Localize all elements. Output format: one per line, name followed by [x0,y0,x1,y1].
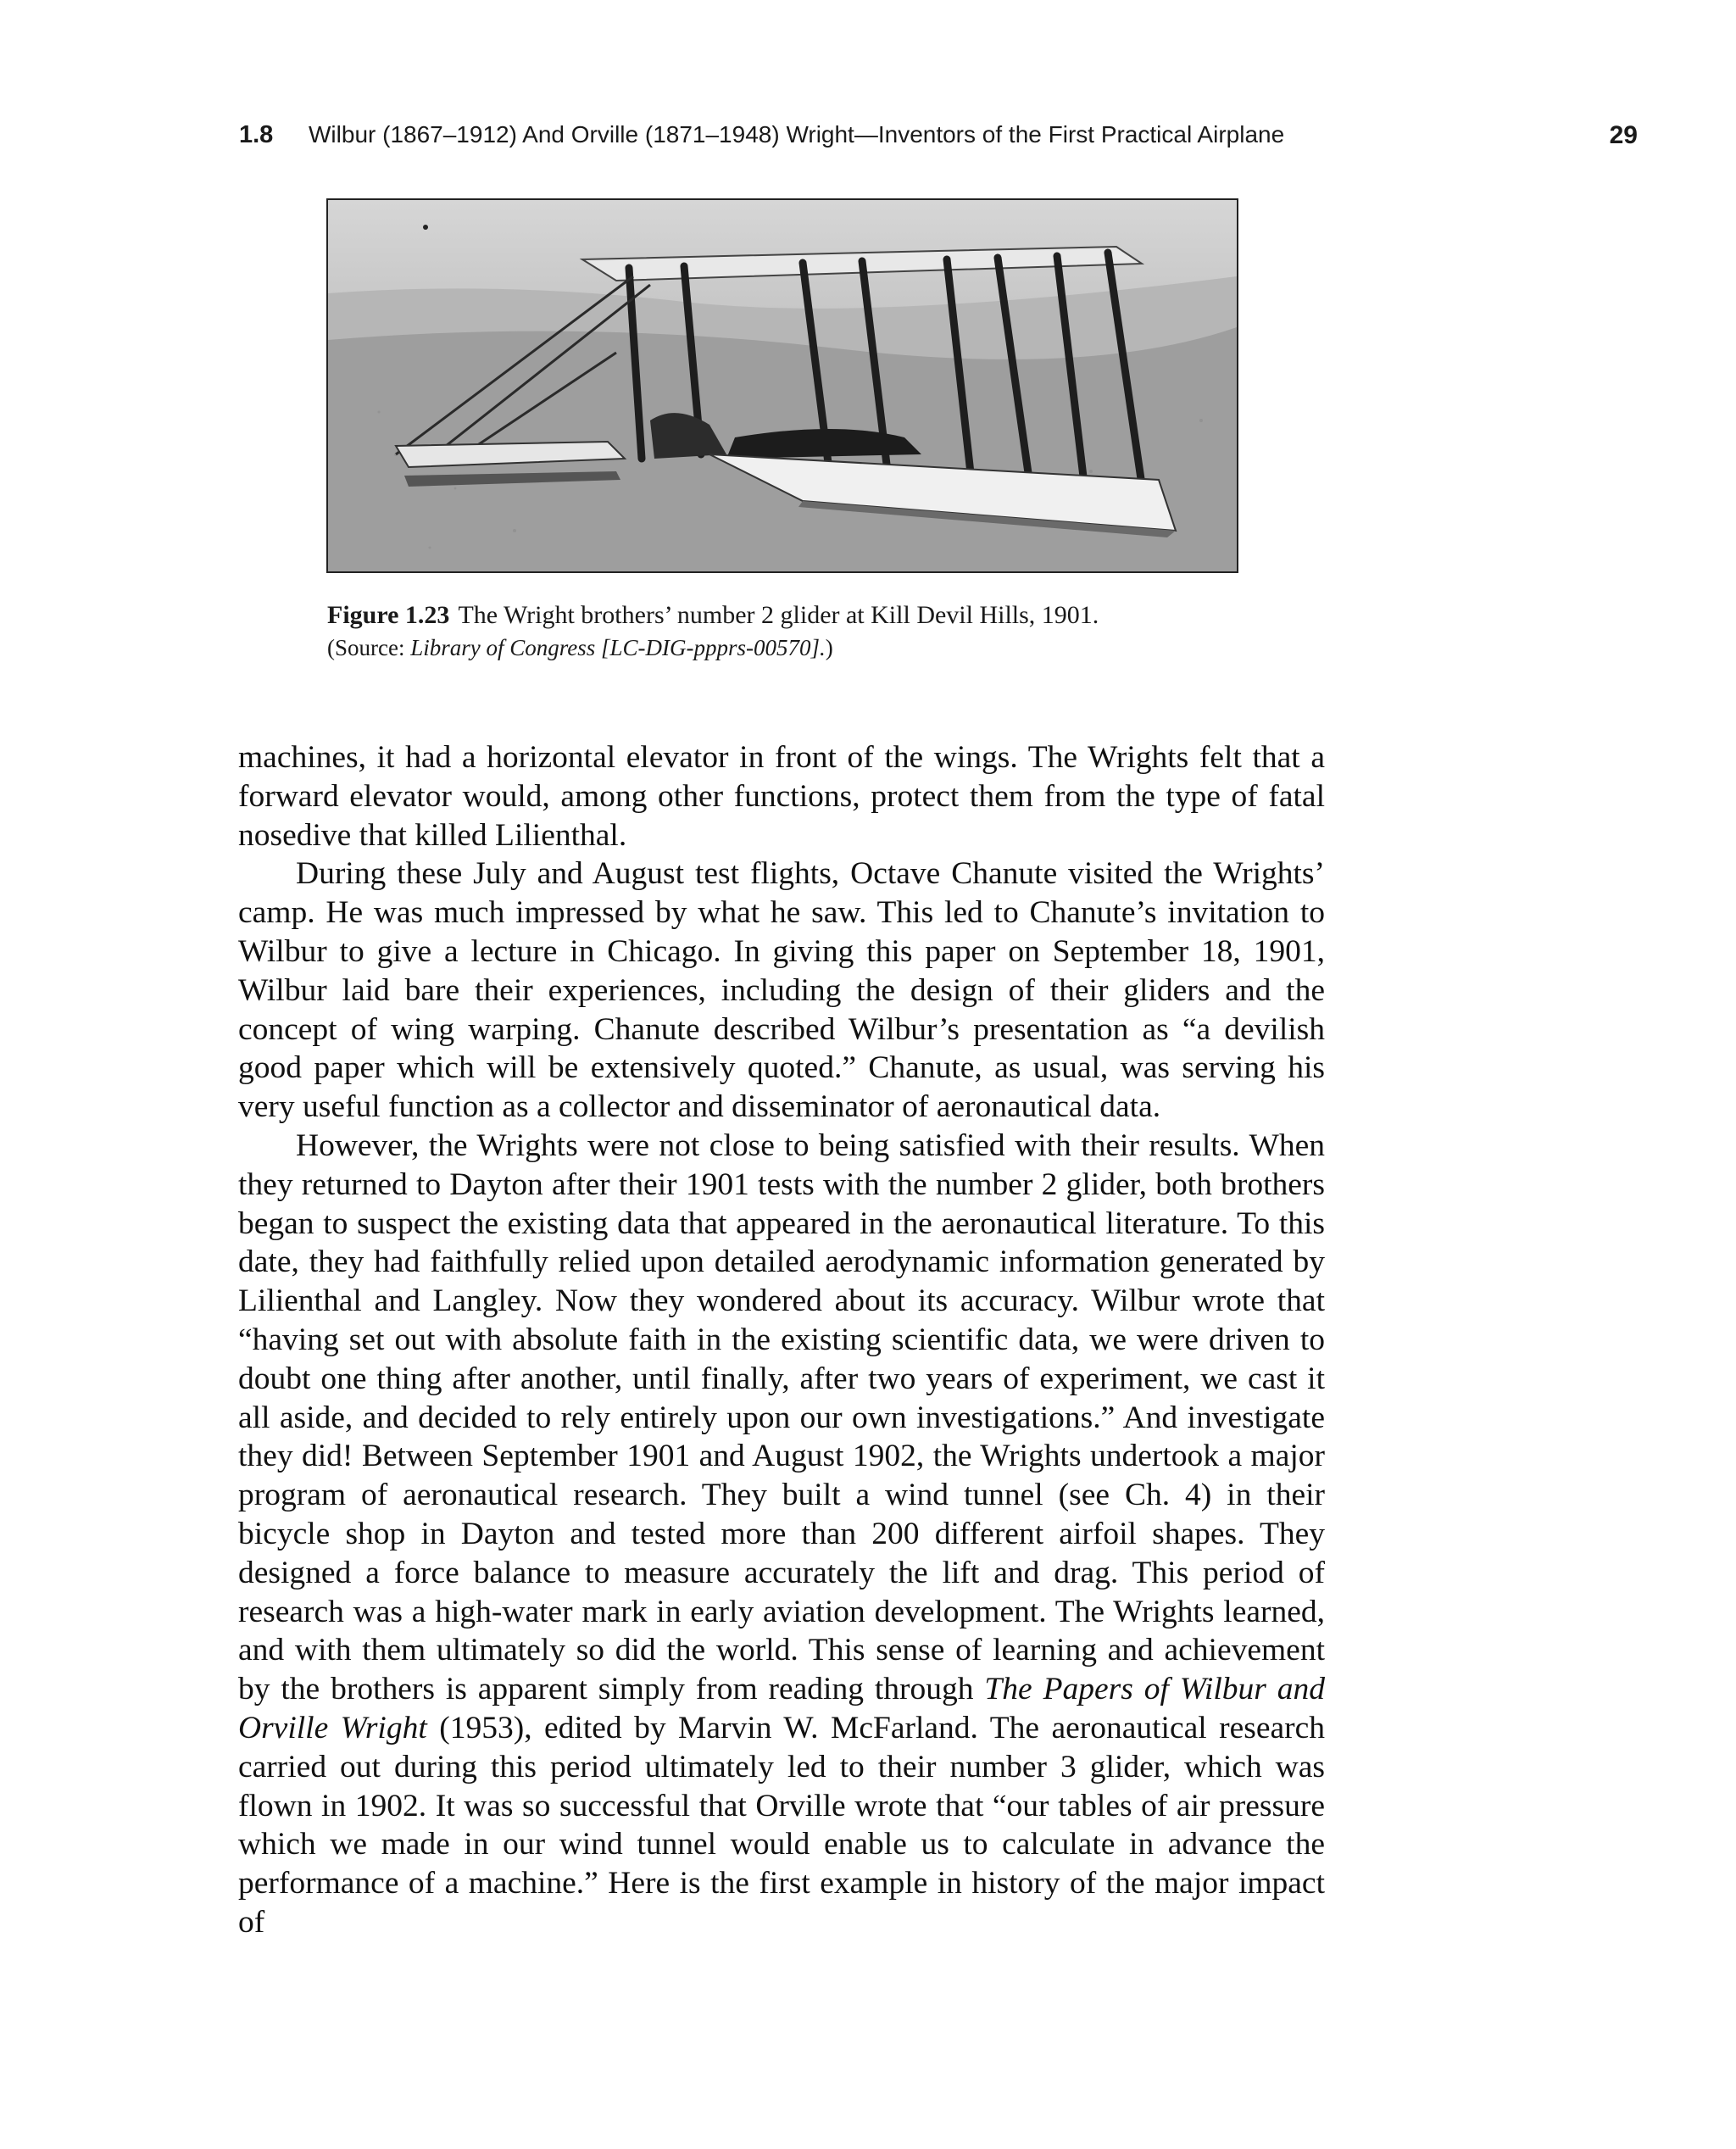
figure-label: Figure 1.23 [327,601,450,629]
section-title: Wilbur (1867–1912) And Orville (1871–1948) Wright—Inventors of the First Practical Airplane [309,121,1285,148]
paragraph-3-text-b: (1953), edited by Marvin W. McFarland. The aeronautical research carried out during this period ultimately led to their number 3 glider, which was flown in 1902. It was so successful that Orville wrote that “our tables of air pressure which we made in our wind tunnel would enable us to calculate in advance the performance of a machine.” Here is the first example in history of the major impact of [238,1710,1325,1940]
glider-photo-illustration [328,200,1237,571]
section-number: 1.8 [239,121,274,148]
caption-text: The Wright brothers’ number 2 glider at Kill Devil Hills, 1901. [458,601,1099,629]
paragraph-1: machines, it had a horizontal elevator in front of the wings. The Wrights felt that a forward elevator would, among other functions, protect them from the type of fatal nosedive that killed Lilienthal. [238,740,1325,853]
book-title-italic: The Papers of Wilbur and Orville Wright [238,1672,1325,1745]
body-text [238,738,1325,1942]
caption-source [327,632,1260,663]
figure-photo-glider [326,198,1238,573]
source-suffix: ) [825,635,833,660]
page-number: 29 [1609,121,1638,149]
source-text: Library of Congress [LC-DIG-ppprs-00570]. [410,635,826,660]
source-prefix: (Source: [327,635,411,660]
caption-line [327,598,1260,632]
running-header [239,121,1638,155]
paragraph-3-text-a: However, the Wrights were not close to being satisfied with their results. When they returned to Dayton after their 1901 tests with the number 2 glider, both brothers began to suspect the existing data that appeared in the aeronautical literature. To this date, they had faithfully relied upon detailed aerodynamic information generated by Lilienthal and Langley. Now they wondered about its accuracy. Wilbur wrote that “having set out with absolute faith in the existing scientific data, we were driven to doubt one thing after another, until finally, after two years of experiment, we cast it all aside, and decided to rely entirely upon our own investigations.” And investigate they did! Between September 1901 and August 1902, the Wrights undertook a major program of aeronautical research. They built a wind tunnel (see Ch. 4) in their bicycle shop in Dayton and tested more than 200 different airfoil shapes. They designed a force balance to measure accurately the lift and drag. This period of research was a high-water mark in early aviation development. The Wrights learned, and with them ultimately so did the world. This sense of learning and achievement by the brothers is apparent simply from reading through [238,1127,1325,1707]
paragraph-3 [238,1127,1325,1942]
figure-caption [327,598,1260,663]
paragraph-2: During these July and August test flights, Octave Chanute visited the Wrights’ camp. He was much impressed by what he saw. This led to Chanute’s invitation to Wilbur to give a lecture in Chicago. In giving this paper on September 18, 1901, Wilbur laid bare their experiences, including the design of their gliders and the concept of wing warping. Chanute described Wilbur’s presentation as “a devilish good paper which will be extensively quoted.” Chanute, as usual, was serving his very useful function as a collector and disseminator of aeronautical data. [238,856,1325,1125]
